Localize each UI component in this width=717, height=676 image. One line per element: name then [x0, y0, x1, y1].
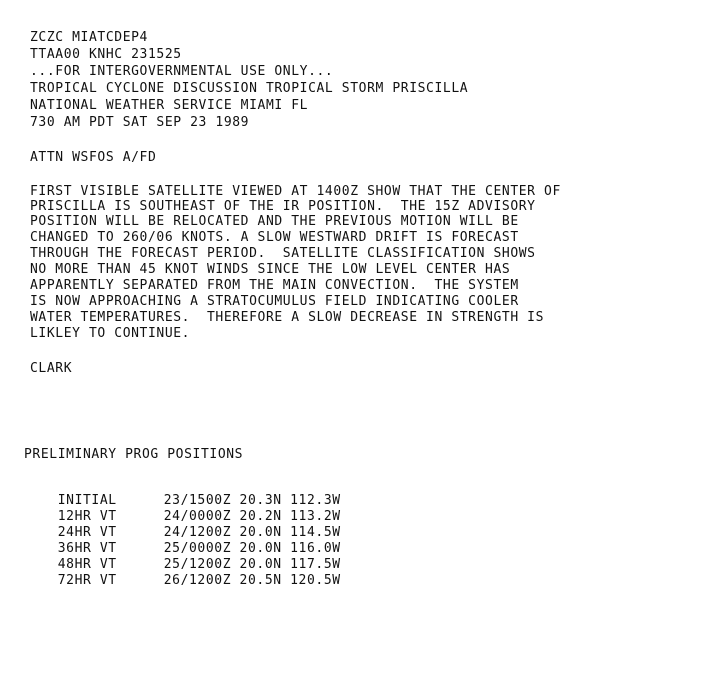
prog-row-values: 25/0000Z 20.0N 116.0W: [163, 541, 341, 556]
prog-row-label: 48HR VT: [57, 557, 117, 572]
discussion-line: CHANGED TO 260/06 KNOTS. A SLOW WESTWARD DRIFT IS FORECAST: [30, 230, 519, 245]
prog-row-label: 36HR VT: [57, 541, 117, 556]
discussion-line: NO MORE THAN 45 KNOT WINDS SINCE THE LOW LEVEL CENTER HAS: [30, 262, 511, 277]
prog-row-values: 25/1200Z 20.0N 117.5W: [163, 557, 341, 572]
prog-row-label: INITIAL: [57, 493, 117, 508]
prog-row-values: 23/1500Z 20.3N 112.3W: [163, 493, 341, 508]
discussion-line: IS NOW APPROACHING A STRATOCUMULUS FIELD INDICATING COOLER: [30, 294, 519, 309]
discussion-line: THROUGH THE FORECAST PERIOD. SATELLITE CLASSIFICATION SHOWS: [30, 246, 536, 261]
discussion-line: WATER TEMPERATURES. THEREFORE A SLOW DECREASE IN STRENGTH IS: [30, 310, 545, 325]
forecaster-name: CLARK: [30, 361, 73, 376]
prog-title: PRELIMINARY PROG POSITIONS: [24, 447, 244, 462]
discussion-line: FIRST VISIBLE SATELLITE VIEWED AT 1400Z SHOW THAT THE CENTER OF: [30, 184, 561, 199]
prog-row-label: 12HR VT: [57, 509, 117, 524]
prog-row-values: 24/0000Z 20.2N 113.2W: [163, 509, 341, 524]
header-line-4: TROPICAL CYCLONE DISCUSSION TROPICAL STORM PRISCILLA: [30, 81, 469, 96]
discussion-line: POSITION WILL BE RELOCATED AND THE PREVIOUS MOTION WILL BE: [30, 214, 519, 229]
discussion-line: LIKLEY TO CONTINUE.: [30, 326, 191, 341]
discussion-line: PRISCILLA IS SOUTHEAST OF THE IR POSITION. THE 15Z ADVISORY: [30, 199, 536, 214]
prog-row-values: 24/1200Z 20.0N 114.5W: [163, 525, 341, 540]
header-line-3: ...FOR INTERGOVERNMENTAL USE ONLY...: [30, 64, 334, 79]
attn-line: ATTN WSFOS A/FD: [30, 150, 157, 165]
header-line-1: ZCZC MIATCDEP4: [30, 30, 148, 45]
header-line-5: NATIONAL WEATHER SERVICE MIAMI FL: [30, 98, 309, 113]
prog-row: [24, 557, 341, 602]
prog-row-label: 24HR VT: [57, 525, 117, 540]
discussion-line: APPARENTLY SEPARATED FROM THE MAIN CONVECTION. THE SYSTEM: [30, 278, 519, 293]
header-line-2: TTAA00 KNHC 231525: [30, 47, 182, 62]
header-line-6: 730 AM PDT SAT SEP 23 1989: [30, 115, 250, 130]
prog-row-label: 72HR VT: [57, 573, 117, 588]
prog-row-values: 26/1200Z 20.5N 120.5W: [163, 573, 341, 588]
